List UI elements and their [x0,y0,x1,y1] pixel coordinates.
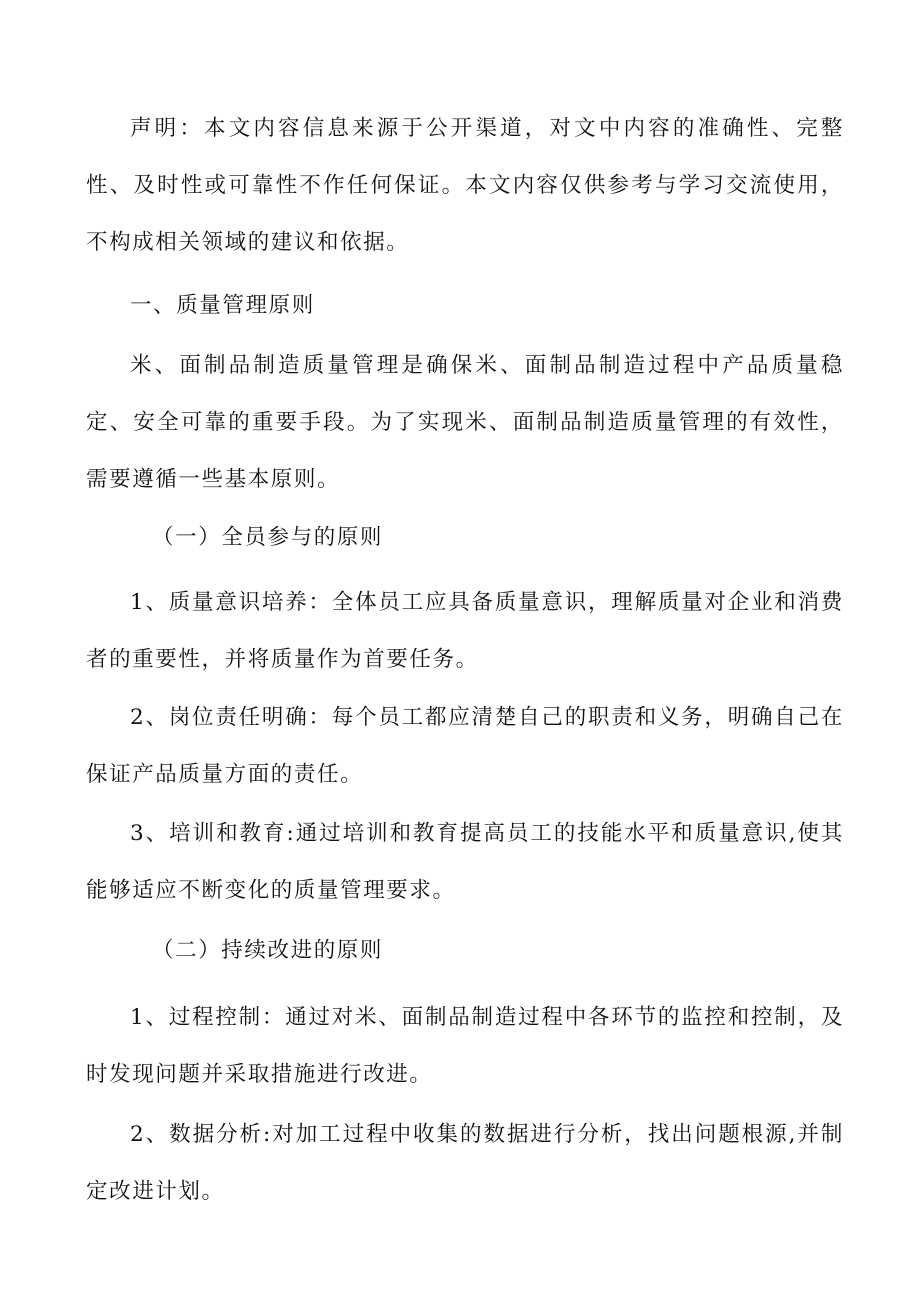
list-item-job-responsibility: 2、岗位责任明确：每个员工都应清楚自己的职责和义务，明确自己在保证产品质量方面的责任。 [86,705,844,787]
subsection-heading-continuous-improvement: （二）持续改进的原则 [152,938,384,963]
section-intro-paragraph: 米、面制品制造质量管理是确保米、面制品制造过程中产品质量稳定、安全可靠的重要手段。为了实现米、面制品制造质量管理的有效性，需要遵循一些基本原则。 [86,353,844,492]
disclaimer-paragraph: 声明：本文内容信息来源于公开渠道，对文中内容的准确性、完整性、及时性或可靠性不作任何保证。本文内容仅供参考与学习交流使用，不构成相关领域的建议和依据。 [86,116,844,255]
list-item-process-control: 1、过程控制：通过对米、面制品制造过程中各环节的监控和控制，及时发现问题并采取措施进行改进。 [86,1005,844,1087]
subsection-heading-full-participation: （一）全员参与的原则 [152,525,384,550]
list-item-data-analysis: 2、数据分析:对加工过程中收集的数据进行分析，找出问题根源,并制定改进计划。 [86,1122,844,1204]
list-item-training-education: 3、培训和教育:通过培训和教育提高员工的技能水平和质量意识,使其能够适应不断变化的质量管理要求。 [86,821,844,903]
section-heading-quality-principles: 一、质量管理原则 [130,293,315,318]
list-item-quality-awareness: 1、质量意识培养：全体员工应具备质量意识，理解质量对企业和消费者的重要性，并将质量作为首要任务。 [86,590,844,672]
